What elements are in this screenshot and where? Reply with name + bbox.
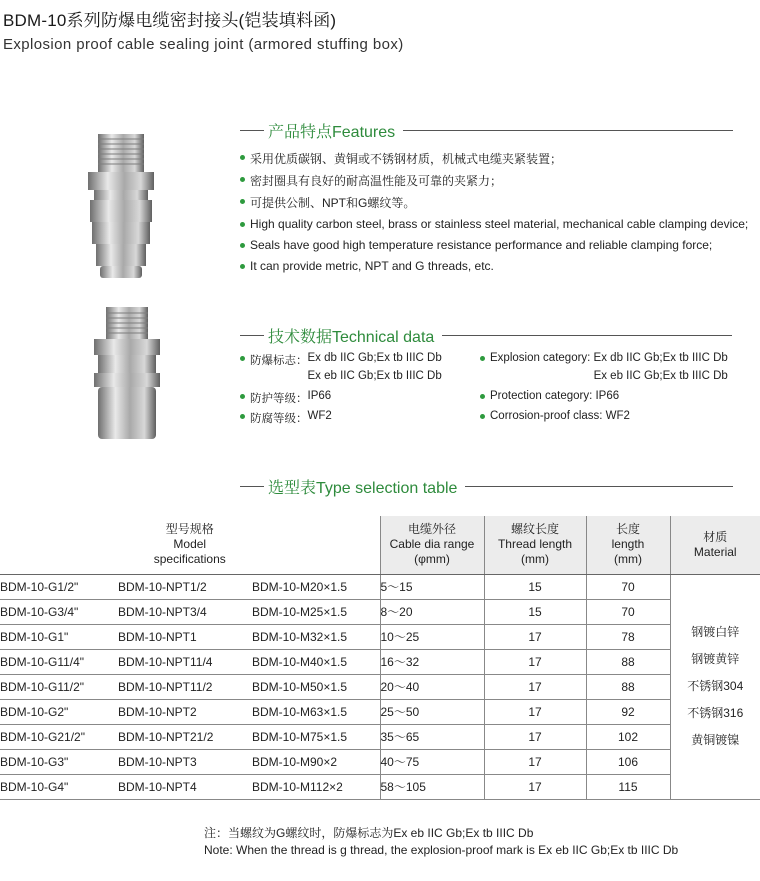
tech-row-protection-en: Protection category: IP66 (480, 390, 728, 410)
product-photo-top (82, 126, 160, 286)
list-item: 采用优质碳钢、黄铜或不锈钢材质，机械式电缆夹紧装置； (240, 150, 562, 172)
table-row: BDM-10-G2" BDM-10-NPT2 BDM-10-M63×1.5 25～50 17 92 (0, 699, 760, 724)
table-row: BDM-10-G1/2" BDM-10-NPT1/2 BDM-10-M20×1.5 5～15 15 70 钢镀白锌 钢镀黄锌 不锈钢304 不锈钢316 黄铜镀镍 (0, 574, 760, 599)
bullet-icon (480, 356, 485, 361)
page-subtitle: Explosion proof cable sealing joint (armored stuffing box) (3, 36, 404, 53)
bullet-icon (240, 414, 245, 419)
list-item: 密封圈具有良好的耐高温性能及可靠的夹紧力； (240, 172, 562, 194)
heading-rule (442, 335, 732, 336)
table-row: BDM-10-G11/4" BDM-10-NPT11/4 BDM-10-M40×1.5 16～32 17 88 (0, 649, 760, 674)
heading-dash (240, 486, 264, 487)
material-item: 钢镀黄锌 (691, 652, 740, 666)
heading-dash (240, 130, 264, 131)
tech-row-corrosion: 防腐等级： WF2 (240, 410, 442, 430)
table-row: BDM-10-G3" BDM-10-NPT3 BDM-10-M90×2 40～75 17 106 (0, 749, 760, 774)
heading-rule (403, 130, 733, 131)
table-row: BDM-10-G3/4" BDM-10-NPT3/4 BDM-10-M25×1.5 8～20 15 70 (0, 599, 760, 624)
material-item: 钢镀白锌 (691, 625, 740, 639)
heading-rule (465, 486, 733, 487)
technical-left-col (240, 352, 442, 430)
list-item: Seals have good high temperature resistance performance and reliable clamping force; (240, 238, 748, 259)
features-en-list (240, 217, 748, 280)
features-heading-text: 产品特点Features (268, 124, 396, 141)
bullet-icon (480, 394, 485, 399)
material-item: 不锈钢304 (687, 679, 744, 693)
list-item: 可提供公制、NPT和G螺纹等。 (240, 194, 562, 216)
tech-row-protection: 防护等级： IP66 (240, 390, 442, 410)
bullet-icon (240, 177, 245, 182)
table-row: BDM-10-G1" BDM-10-NPT1 BDM-10-M32×1.5 10～25 17 78 (0, 624, 760, 649)
note-en: Note: When the thread is g thread, the explosion-proof mark is Ex eb IIC Gb;Ex tb IIIC Db (204, 843, 679, 857)
material-cell (670, 574, 760, 799)
bullet-icon (480, 414, 485, 419)
header-material: 材质 Material (670, 516, 760, 574)
table-row: BDM-10-G21/2" BDM-10-NPT21/2 BDM-10-M75×1.5 35～65 17 102 (0, 724, 760, 749)
header-thread-length: 螺纹长度 Thread length (mm) (484, 516, 586, 574)
bullet-icon (240, 155, 245, 160)
bullet-icon (240, 394, 245, 399)
table-row: BDM-10-G11/2" BDM-10-NPT11/2 BDM-10-M50×1.5 20～40 17 88 (0, 674, 760, 699)
material-item: 黄铜镀镍 (691, 733, 740, 747)
features-cn-list (240, 150, 562, 216)
selection-heading-text: 选型表Type selection table (268, 480, 458, 497)
tech-row-explosion-category: Explosion category: Ex db IIC Gb;Ex tb IIIC Db Ex eb IIC Gb;Ex tb IIIC Db (480, 352, 728, 388)
selection-table (0, 516, 760, 800)
technical-heading (240, 324, 732, 347)
technical-heading-text: 技术数据Technical data (268, 329, 435, 346)
bullet-icon (240, 264, 245, 269)
header-model: 型号规格 Model specifications (0, 516, 380, 574)
list-item: High quality carbon steel, brass or stainless steel material, mechanical cable clamping device; (240, 217, 748, 238)
list-item: It can provide metric, NPT and G threads, etc. (240, 259, 748, 280)
material-item: 不锈钢316 (687, 706, 744, 720)
bullet-icon (240, 243, 245, 248)
features-heading (240, 119, 733, 142)
heading-dash (240, 335, 264, 336)
tech-row-explosion-mark: 防爆标志： Ex db IIC Gb;Ex tb IIIC Db Ex eb IIC Gb;Ex tb IIIC Db (240, 352, 442, 388)
page-title: BDM-10系列防爆电缆密封接头(铠装填料函) (3, 11, 337, 30)
table-row: BDM-10-G4" BDM-10-NPT4 BDM-10-M112×2 58～105 17 115 (0, 774, 760, 799)
note-cn: 注：当螺纹为G螺纹时，防爆标志为Ex eb IIC Gb;Ex tb IIIC Db (204, 826, 534, 840)
bullet-icon (240, 356, 245, 361)
tech-row-corrosion-en: Corrosion-proof class: WF2 (480, 410, 728, 430)
header-length: 长度 length (mm) (586, 516, 670, 574)
table-header-row (0, 516, 760, 574)
header-cable-dia: 电缆外径 Cable dia range (φmm) (380, 516, 484, 574)
bullet-icon (240, 199, 245, 204)
product-photo-bottom (88, 305, 168, 445)
technical-right-col (480, 352, 728, 430)
selection-heading (240, 475, 733, 498)
bullet-icon (240, 222, 245, 227)
